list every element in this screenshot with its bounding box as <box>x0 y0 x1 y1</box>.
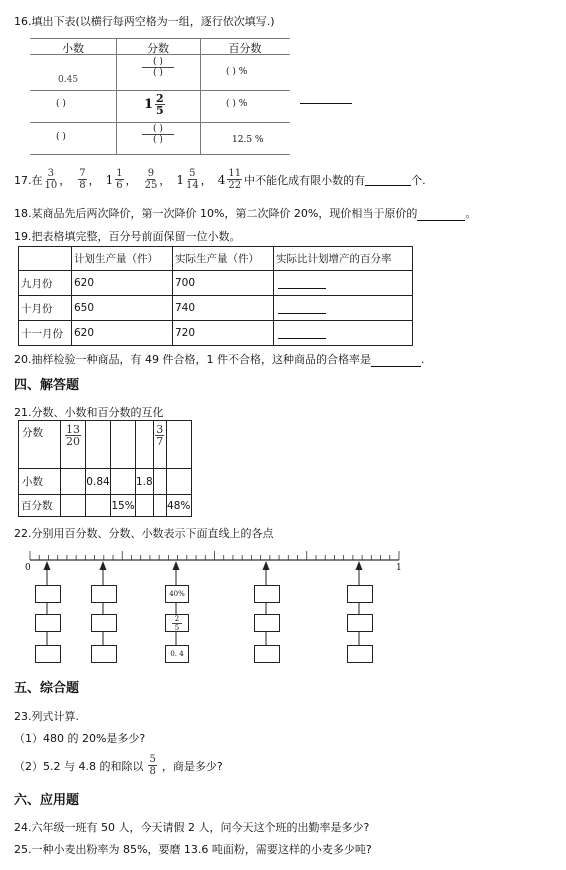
q16-r1-fraction: ( ) ( ) <box>142 57 174 78</box>
q22-answer-box[interactable] <box>35 645 61 663</box>
q17-blank[interactable] <box>365 173 411 186</box>
q16-r3-percent: 12.5 % <box>232 135 264 145</box>
section-6-heading: 六、应用题 <box>14 793 80 808</box>
q22-answer-box[interactable] <box>347 645 373 663</box>
q16-r2-percent: ( ) % <box>226 99 248 109</box>
q18: 18.某商品先后两次降价，第一次降价 10%，第二次降价 20%，现价相当于原价的 。 <box>14 207 477 220</box>
q23-part1: （1）480 的 20%是多少? <box>14 732 146 745</box>
q18-blank[interactable] <box>417 208 465 221</box>
q22-answer-box[interactable] <box>91 645 117 663</box>
q17: 17.在 $\frac{3}{10}$ ， $\frac{7}{8}$ ， 1 $\frac{1}{6}$ ， $\frac{9}{25}$ ， 1 $\frac{5}{14}$ ， 4 $\frac{11}{22}$ 中不能化成有限小数的有 个. <box>14 168 426 191</box>
q16-r1-percent: ( ) % <box>226 67 248 77</box>
q22-answer-box[interactable] <box>35 614 61 632</box>
q16-r1-decimal: 0.45 <box>58 75 79 85</box>
q16-answer-line[interactable] <box>300 103 352 104</box>
section-5-heading: 五、综合题 <box>14 681 80 696</box>
q23-title: 23.列式计算. <box>14 710 79 723</box>
q16-header-fraction: 分数 <box>147 42 169 55</box>
q22-example-fraction: 2 5 <box>165 614 189 632</box>
q16-r3-fraction: ( ) ( ) <box>142 124 174 145</box>
q22-example-percent: 40% <box>165 585 189 603</box>
q19-header-actual: 实际生产量（件） <box>173 247 274 271</box>
q22-example-decimal: 0. 4 <box>165 645 189 663</box>
q22-answer-box[interactable] <box>91 585 117 603</box>
q22-answer-box[interactable] <box>254 645 280 663</box>
q16-r2-mixed: 1 $\frac{2}{5}$ <box>144 92 164 117</box>
q22-title: 22.分别用百分数、分数、小数表示下面直线上的各点 <box>14 527 274 540</box>
q16-r2-decimal: ( ) <box>56 99 66 109</box>
q20: 20.抽样检验一种商品，有 49 件合格，1 件不合格，这种商品的合格率是 . <box>14 353 425 366</box>
section-4-heading: 四、解答题 <box>14 378 80 393</box>
q16-table <box>30 38 290 154</box>
table-row: 九月份 620 700 <box>19 271 413 296</box>
q22-label-start: 0 <box>25 563 31 573</box>
q22-label-end: 1 <box>396 563 402 573</box>
q16-header-decimal: 小数 <box>62 42 84 55</box>
q22-answer-box[interactable] <box>347 614 373 632</box>
q19-title: 19.把表格填完整，百分号前面保留一位小数。 <box>14 230 241 243</box>
q19-table <box>18 246 413 346</box>
q22-answer-box[interactable] <box>91 614 117 632</box>
q19-header-rate: 实际比计划增产的百分率 <box>274 247 413 271</box>
q22-answer-box[interactable] <box>254 614 280 632</box>
q16-header-percent: 百分数 <box>228 42 262 55</box>
q16-r3-decimal: ( ) <box>56 132 66 142</box>
q19-answer-3[interactable] <box>274 321 413 346</box>
table-row: 十一月份 620 720 <box>19 321 413 346</box>
q19-answer-2[interactable] <box>274 296 413 321</box>
q22-answer-box[interactable] <box>254 585 280 603</box>
table-row: 十月份 650 740 <box>19 296 413 321</box>
q23-part2: （2）5.2 与 4.8 的和除以 $\frac{5}{8}$ ，商是多少? <box>14 754 223 777</box>
q16-title: 16.填出下表(以横行每两空格为一组，逐行依次填写.) <box>14 15 275 28</box>
q21-title: 21.分数、小数和百分数的互化 <box>14 406 164 419</box>
q20-blank[interactable] <box>371 354 421 367</box>
q25: 25.一种小麦出粉率为 85%，要磨 13.6 吨面粉，需要这样的小麦多少吨? <box>14 843 372 856</box>
q19-header-plan: 计划生产量（件） <box>72 247 173 271</box>
q21-table: 分数 $\frac{13}{20}$ $\frac{3}{7}$ 小数 0.84 1.8 百分数 15% 48% <box>18 420 192 517</box>
q24: 24.六年级一班有 50 人，今天请假 2 人，问今天这个班的出勤率是多少? <box>14 821 370 834</box>
q22-answer-box[interactable] <box>347 585 373 603</box>
q19-answer-1[interactable] <box>274 271 413 296</box>
q22-answer-box[interactable] <box>35 585 61 603</box>
